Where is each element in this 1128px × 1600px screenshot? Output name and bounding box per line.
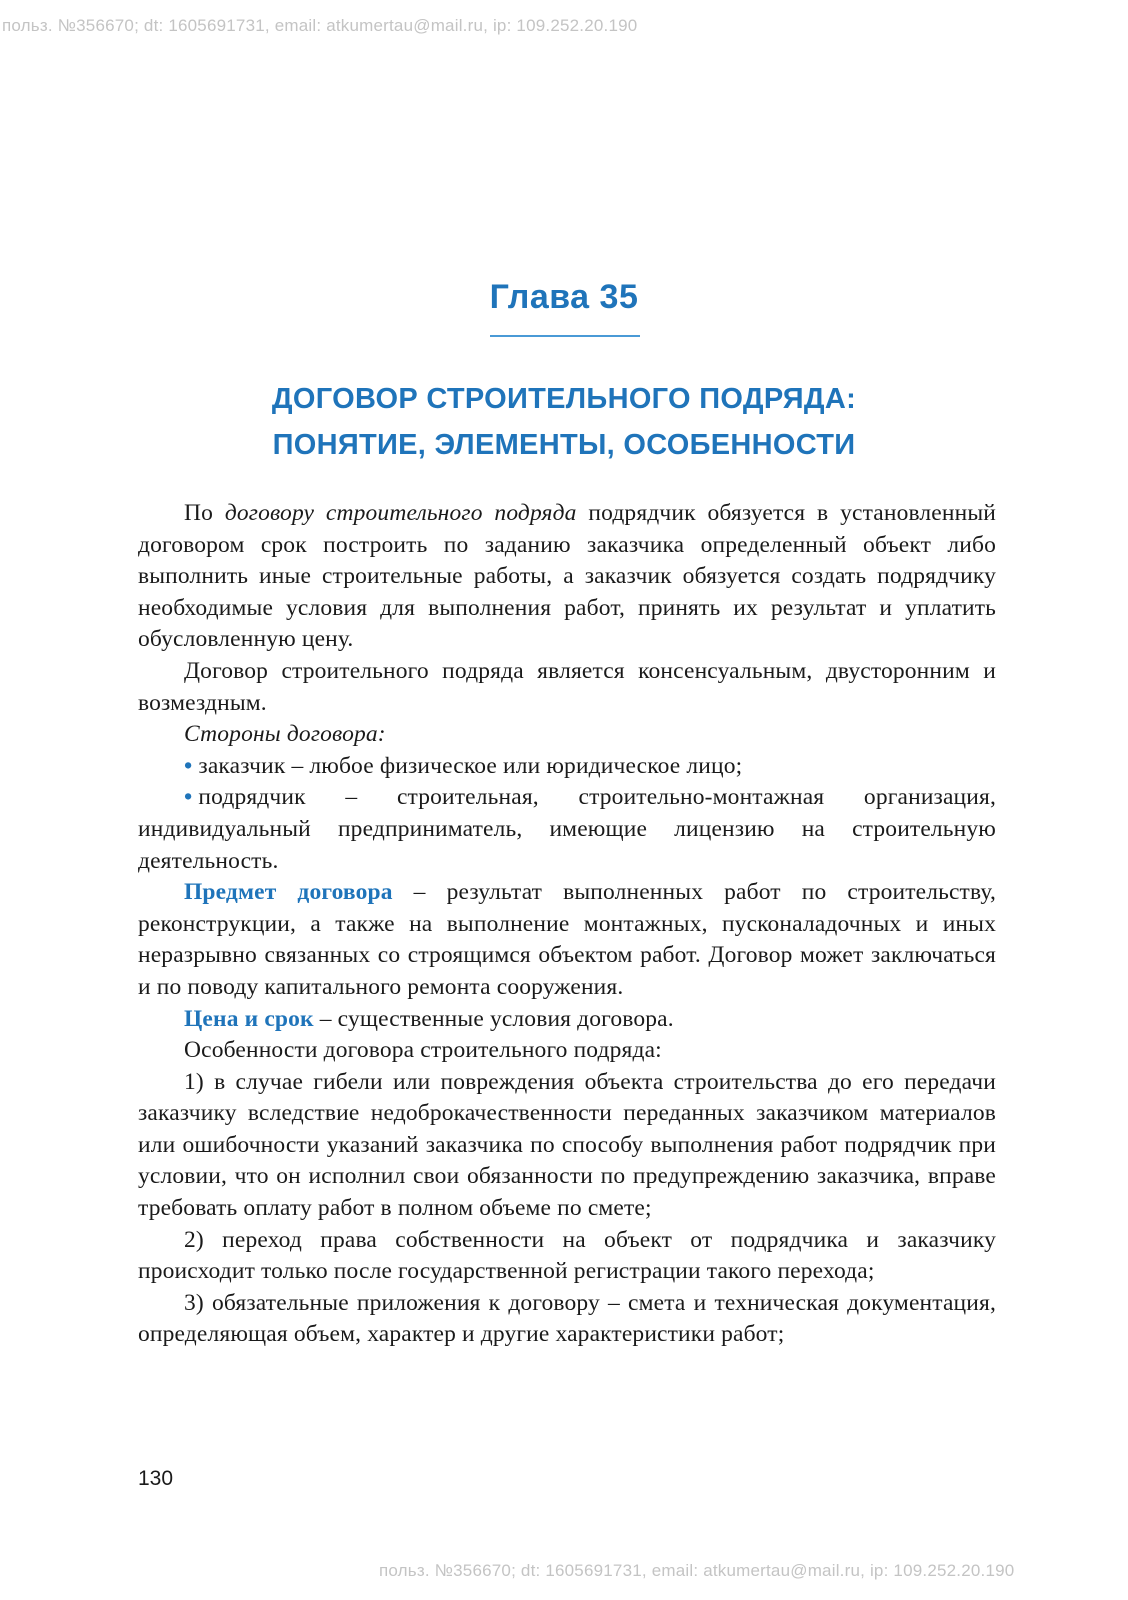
paragraph-nature: Договор строительного подряда является консенсуальным, двусторонним и возмездным.	[138, 657, 996, 716]
feature-item-1: 1) в случае гибели или повреждения объекта строительства до его передачи заказчику вследствие недоброкачественности переданных заказчиком материалов или ошибочности указаний заказчика по способу выполнения работ подрядчик при условии, что он исполнил свои обязанности по предупреждению заказчика, вправе требовать оплату работ в полном объеме по смете;	[138, 1068, 996, 1222]
paragraph-features-intro: Особенности договора строительного подряда:	[184, 1037, 662, 1064]
parties-heading	[138, 719, 996, 751]
watermark-top: польз. №356670; dt: 1605691731, email: atkumertau@mail.ru, ip: 109.252.20.190	[2, 16, 638, 35]
body-text	[138, 498, 996, 1351]
bullet-item-customer-text: заказчик – любое физическое или юридическое лицо;	[198, 752, 743, 779]
bullet-icon: •	[184, 752, 193, 779]
bullet-item-customer	[138, 751, 996, 783]
paragraph-price	[138, 1004, 996, 1036]
page-number: 130	[138, 1467, 174, 1490]
feature-item-3: 3) обязательные приложения к договору – смета и техническая документация, определяющая объем, характер и другие характеристики работ;	[138, 1289, 996, 1348]
parties-heading-text: Стороны договора:	[184, 721, 386, 748]
definition-term: договору строительного подряда	[224, 500, 577, 526]
price-label: Цена и срок	[184, 1005, 314, 1032]
feature-item-2: 2) переход права собственности на объект от подрядчика и заказчику происходит только после государственной регистрации такого перехода;	[138, 1226, 996, 1285]
chapter-heading	[0, 376, 1128, 468]
paragraph-subject	[138, 877, 996, 1003]
definition-pre: По	[184, 500, 225, 526]
chapter-heading-line-1: ДОГОВОР СТРОИТЕЛЬНОГО ПОДРЯДА:	[271, 383, 857, 415]
chapter-number: Глава 35	[489, 278, 639, 316]
price-text: – существенные условия договора.	[313, 1005, 674, 1032]
chapter-heading-line-2: ПОНЯТИЕ, ЭЛЕМЕНТЫ, ОСОБЕННОСТИ	[272, 429, 856, 461]
chapter-underline	[490, 335, 640, 337]
bullet-item-contractor-text: подрядчик – строительная, строительно-монтажная организация, индивидуальный предприниматель, имеющие лицензию на строительную деятельность.	[138, 784, 996, 874]
bullet-item-contractor	[138, 782, 996, 877]
watermark-bottom: польз. №356670; dt: 1605691731, email: atkumertau@mail.ru, ip: 109.252.20.190	[379, 1561, 1015, 1580]
definition-post: подрядчик обязуется в установленный договором срок построить по заданию заказчика определенный объект либо выполнить иные строительные работы, а заказчик обязуется создать подрядчику необходимые условия для выполнения работ, принять их результат и уплатить обусловленную цену.	[138, 500, 996, 653]
subject-label: Предмет договора	[184, 879, 393, 906]
paragraph-definition	[138, 498, 996, 656]
bullet-icon: •	[184, 784, 193, 811]
subject-text: – результат выполненных работ по строительству, реконструкции, а также на выполнение монтажных, пусконаладочных и иных неразрывно связанных со строящимся объектом работ. Договор может заключаться и по поводу капитального ремонта сооружения.	[138, 879, 996, 1000]
